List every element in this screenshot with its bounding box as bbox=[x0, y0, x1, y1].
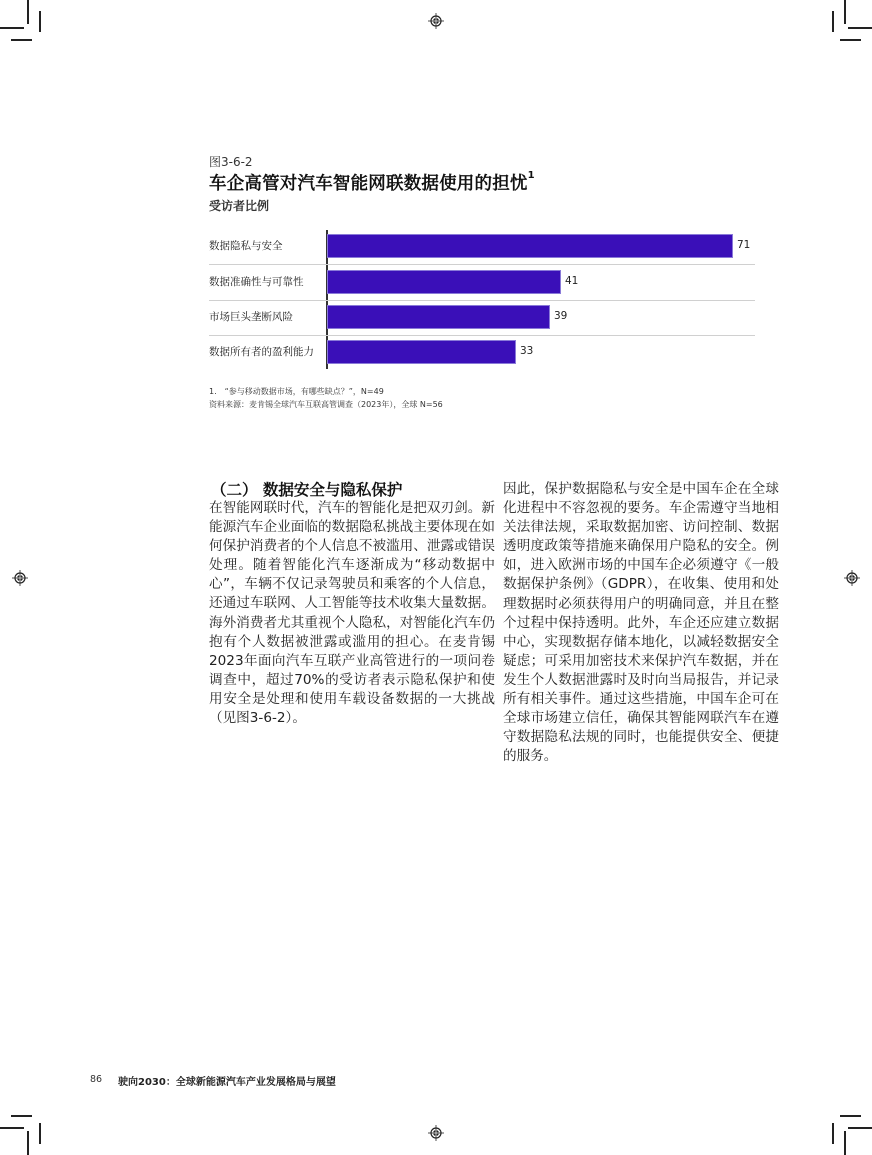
section-heading: （二） 数据安全与隐私保护 bbox=[211, 481, 403, 499]
category-label: 数据隐私与安全 bbox=[209, 240, 283, 252]
registration-mark-icon bbox=[428, 13, 444, 29]
registration-mark-icon bbox=[844, 570, 860, 586]
bar bbox=[327, 270, 561, 294]
chart-row bbox=[209, 266, 755, 300]
running-footer-title: 驶向2030：全球新能源汽车产业发展格局与展望 bbox=[118, 1077, 336, 1088]
chart-row bbox=[209, 336, 755, 370]
footnote-mark: 1 bbox=[527, 170, 535, 181]
category-label: 市场巨头垄断风险 bbox=[209, 311, 293, 323]
page-number: 86 bbox=[90, 1074, 103, 1085]
body-column-right: 因此，保护数据隐私与安全是中国车企在全球化进程中不容忽视的要务。车企需遵守当地相关法律法规，采取数据加密、访问控制、数据透明度政策等措施来确保用户隐私的安全。例如，进入欧洲市场的中国车企必须遵守《一般数据保护条例》（GDPR），在收集、使用和处理数据时必须获得用户的明确同意，并且在整个过程中保持透明。此外，车企还应建立数据中心，实现数据存储本地化，以减轻数据安全疑虑；可采用加密技术来保护汽车数据，并在发生个人数据泄露时及时向当局报告，并记录所有相关事件。通过这些措施，中国车企可在全球市场建立信任，确保其智能网联汽车在遵守数据隐私法规的同时，也能提供安全、便捷的服务。 bbox=[503, 481, 779, 765]
value-label: 71 bbox=[737, 239, 751, 251]
figure-label: 图3-6-2 bbox=[209, 155, 253, 169]
registration-mark-icon bbox=[12, 570, 28, 586]
category-label: 数据所有者的盈利能力 bbox=[209, 346, 314, 358]
source-note: 资料来源：麦肯锡全球汽车互联高管调查（2023年），全球 N=56 bbox=[209, 400, 443, 409]
value-label: 33 bbox=[520, 345, 534, 357]
figure-title bbox=[209, 170, 535, 195]
chart-row bbox=[209, 230, 755, 264]
registration-mark-icon bbox=[428, 1125, 444, 1141]
bar bbox=[327, 234, 733, 258]
value-label: 41 bbox=[565, 275, 579, 287]
footnote: 1. “参与移动数据市场，有哪些缺点？”，N=49 bbox=[209, 387, 384, 396]
row-divider bbox=[209, 264, 755, 265]
value-label: 39 bbox=[554, 310, 568, 322]
chart-row bbox=[209, 301, 755, 335]
bar bbox=[327, 305, 550, 329]
bar bbox=[327, 340, 516, 364]
figure-subtitle: 受访者比例 bbox=[209, 199, 270, 213]
bar-chart bbox=[209, 230, 757, 370]
category-label: 数据准确性与可靠性 bbox=[209, 276, 304, 288]
body-column-left: 在智能网联时代，汽车的智能化是把双刃剑。新能源汽车企业面临的数据隐私挑战主要体现在如何保护消费者的个人信息不被滥用、泄露或错误处理。随着智能化汽车逐渐成为“移动数据中心”，车辆不仅记录驾驶员和乘客的个人信息，还通过车联网、人工智能等技术收集大量数据。海外消费者尤其重视个人隐私，对智能化汽车仍抱有个人数据被泄露或滥用的担心。在麦肯锡2023年面向汽车互联产业高管进行的一项问卷调查中，超过70%的受访者表示隐私保护和使用安全是处理和使用车载设备数据的一大挑战（见图3-6-2）。 bbox=[209, 500, 495, 727]
figure-title-text: 车企高管对汽车智能网联数据使用的担忧 bbox=[209, 174, 528, 194]
